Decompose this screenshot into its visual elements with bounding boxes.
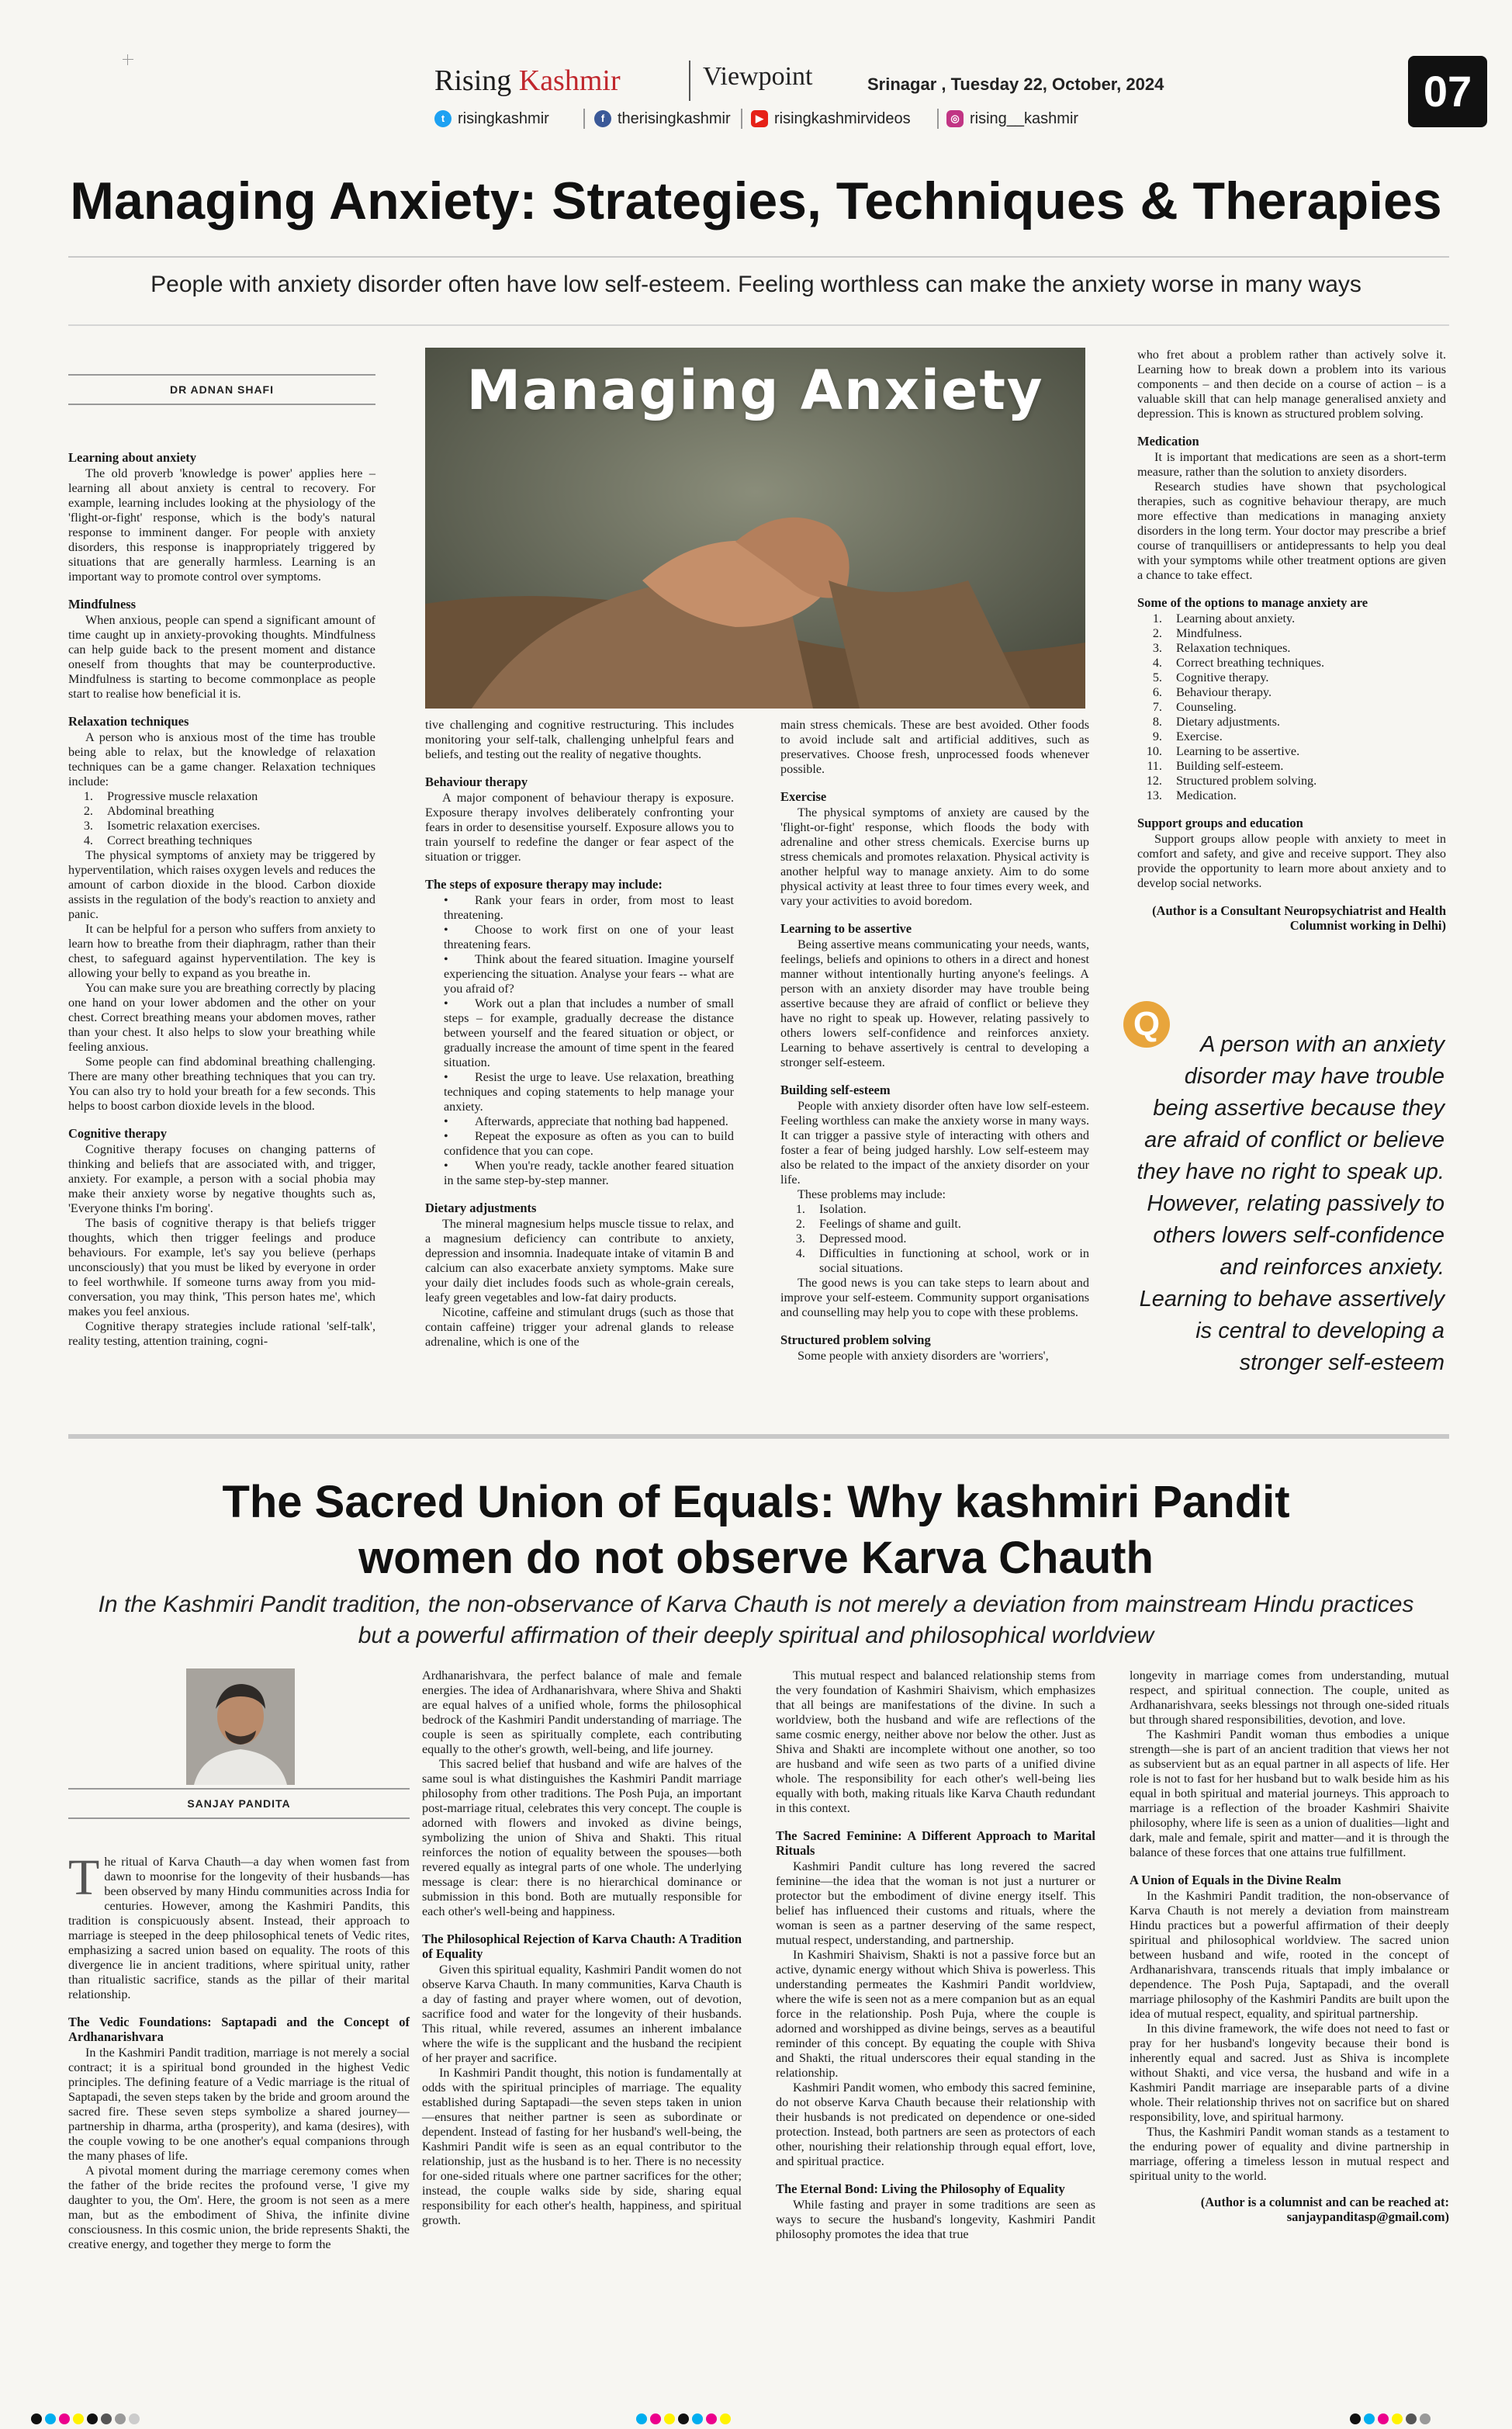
paragraph: Some people can find abdominal breathing challenging. There are many other breathing techniques that you can try. You can also try to hold your breath for a few seconds. This helps to boost carbon dioxide levels in the blood. bbox=[68, 1055, 375, 1113]
social-divider bbox=[937, 109, 939, 129]
list-item: • When you're ready, tackle another feared situation in the same step-by-step manner. bbox=[444, 1159, 734, 1188]
list-item: 3. Isometric relaxation exercises. bbox=[96, 819, 375, 833]
masthead-divider bbox=[689, 61, 690, 101]
article2-headline bbox=[0, 1474, 1512, 1586]
subhead: Medication bbox=[1137, 434, 1199, 449]
paragraph: Nicotine, caffeine and stimulant drugs (such as those that contain caffeine) trigger your adrenal glands to release adrenaline, which is one of the bbox=[425, 1305, 734, 1349]
author-note: (Author is a Consultant Neuropsychiatrist and Health Columnist working in Delhi) bbox=[1152, 903, 1446, 933]
list-item: 9. Exercise. bbox=[1165, 729, 1446, 744]
author-portrait bbox=[186, 1668, 295, 1785]
subhead: Relaxation techniques bbox=[68, 714, 189, 729]
print-registration-bar bbox=[1350, 2413, 1431, 2424]
list-item: • Resist the urge to leave. Use relaxation, breathing techniques and coping statements to help manage your anxiety. bbox=[444, 1070, 734, 1114]
social-divider bbox=[741, 109, 742, 129]
list-item: 10. Learning to be assertive. bbox=[1165, 744, 1446, 759]
headline-line-1: The Sacred Union of Equals: Why kashmiri Pandit bbox=[222, 1477, 1290, 1527]
photo-title: Managing Anxiety bbox=[466, 359, 1044, 422]
list-item: • Think about the feared situation. Imagine yourself experiencing the situation. Analyse your fears -- what are you afraid of? bbox=[444, 952, 734, 996]
subhead: Learning to be assertive bbox=[780, 921, 912, 936]
paragraph: Ardhanarishvara, the perfect balance of male and female energies. The idea of Ardhanarishvara, where Shiva and Shakti are equal halves of a unified whole, forms the philosophical bedrock of the Kashmiri Pandit understanding of marriage. The couple is seen as spiritually complete, each contributing equally to the other's growth, well-being, and life journey. bbox=[422, 1668, 742, 1756]
list-item: 3. Relaxation techniques. bbox=[1165, 641, 1446, 656]
dateline: Srinagar , Tuesday 22, October, 2024 bbox=[867, 74, 1164, 94]
print-registration-bar bbox=[636, 2413, 731, 2424]
byline-rule-bottom bbox=[68, 404, 375, 405]
brand-logo bbox=[434, 64, 621, 98]
paragraph: Cognitive therapy strategies include rational 'self-talk', reality testing, attention training, cogni- bbox=[68, 1319, 375, 1348]
list-item: 1. Isolation. bbox=[808, 1202, 1089, 1217]
paragraph: The good news is you can take steps to learn about and improve your self-esteem. Community support organisations and counselling may help you to cope with these problems. bbox=[780, 1276, 1089, 1319]
print-registration-bar bbox=[31, 2413, 140, 2424]
list-item: • Work out a plan that includes a number of small steps – for example, gradually decrease the distance between yourself and the feared situation or object, or gradually increase the amount of time spent in the feared situation. bbox=[444, 996, 734, 1070]
list-item: 6. Behaviour therapy. bbox=[1165, 685, 1446, 700]
section-title: Viewpoint bbox=[703, 62, 813, 91]
subhead: The Philosophical Rejection of Karva Chauth: A Tradition of Equality bbox=[422, 1932, 742, 1961]
article1-column-2 bbox=[425, 718, 734, 1350]
list-item: 2. Feelings of shame and guilt. bbox=[808, 1217, 1089, 1232]
author-note-line-1: (Author is a columnist and can be reached at: bbox=[1200, 2195, 1449, 2209]
byline-rule-top bbox=[68, 1788, 410, 1790]
subhead: The Sacred Feminine: A Different Approach to Marital Rituals bbox=[776, 1828, 1095, 1858]
list-item: 8. Dietary adjustments. bbox=[1165, 715, 1446, 729]
paragraph: The basis of cognitive therapy is that beliefs trigger thoughts, which then trigger feelings and produce behaviours. For example, let's say you believe (perhaps unconsciously) that you must be liked by everyone in order to feel worthwhile. If someone turns away from you mid-conversation, you may think, 'This person hates me', which makes you feel anxious. bbox=[68, 1216, 375, 1318]
author-avatar bbox=[186, 1668, 295, 1785]
subhead: Mindfulness bbox=[68, 597, 137, 612]
paragraph: Cognitive therapy focuses on changing patterns of thinking and beliefs that are associated with, and trigger, anxiety. For example, a person with a social phobia may make their anxiety worse by negative thoughts such as, 'Everyone thinks I'm boring'. bbox=[68, 1142, 375, 1215]
exposure-steps-list bbox=[425, 893, 734, 1188]
paragraph: In Kashmiri Shaivism, Shakti is not a passive force but an active, dynamic energy without which Shiva is powerless. This understanding permeates the Kashmiri Pandit worldview, where the wife is seen not as a mere companion but as an equal force in the relationship. Posh Puja, where the couple is adorned and worshipped as divine beings, serves as a beautiful reminder of this concept. By equating the couple with Shiva and Shakti, the ritual underscores their equal standing in the relationship. bbox=[776, 1948, 1095, 2080]
paragraph: While fasting and prayer in some traditions are seen as ways to secure the husband's longevity, Kashmiri Pandit philosophy promotes the idea that true bbox=[776, 2198, 1095, 2241]
list-item: 1. Progressive muscle relaxation bbox=[96, 789, 375, 804]
drop-cap: T bbox=[68, 1849, 100, 1906]
paragraph: Kashmiri Pandit culture has long revered the sacred feminine—the idea that the woman is not just a nurturer or protector but the embodiment of divine energy itself. This belief has influenced their customs and rituals, where the woman is seen as a partner deserving of the same respect, mutual respect, understanding, and partnership. bbox=[776, 1859, 1095, 1947]
subhead: Building self-esteem bbox=[780, 1083, 891, 1097]
paragraph: Kashmiri Pandit women, who embody this sacred feminine, do not observe Karva Chauth because their relationship with their husbands is not predicated on dependence or one-sided protection. Instead, both partners are seen as protectors of each other, nourishing their relationship through equal effort, love, and spiritual practice. bbox=[776, 2081, 1095, 2168]
subhead: Dietary adjustments bbox=[425, 1201, 537, 1215]
article1-headline: Managing Anxiety: Strategies, Techniques & Therapies bbox=[70, 172, 1442, 230]
paragraph: It is important that medications are seen as a short-term measure, rather than the solution to anxiety disorders. bbox=[1137, 450, 1446, 479]
paragraph: This mutual respect and balanced relationship stems from the very foundation of Kashmiri Shaivism, which emphasizes that all beings are manifestations of the divine. In such a worldview, both the husband and wife are reflections of the same cosmic energy, neither above nor below the other. Just as Shiva and Shakti are incomplete without one another, so too are husband and wife seen as two parts of a unified divine whole. The responsibility for each other's well-being lies equally with both, making rituals like Karva Chauth redundant in this context. bbox=[776, 1668, 1095, 1815]
paragraph: People with anxiety disorder often have low self-esteem. Feeling worthless can make the anxiety worse in many ways. It can trigger a passive style of interacting with others and foster a fear of being judged harshly. Low self-esteem may also be related to the impact of the anxiety disorder on your life. bbox=[780, 1099, 1089, 1187]
subhead: Behaviour therapy bbox=[425, 774, 528, 789]
paragraph: In this divine framework, the wife does not need to fast or pray for her husband's longevity because their bond is inherently equal and sacred. Just as Shiva is incomplete without Shakti, and vice versa, the husband and wife in a Kashmiri Pandit marriage are inseparable parts of a divine whole. Their relationship thrives not on sacrifice but on shared responsibility, love, and spiritual harmony. bbox=[1130, 2022, 1449, 2124]
paragraph: You can make sure you are breathing correctly by placing one hand on your lower abdomen and the other on your chest. Correct breathing means your abdomen moves, rather than your chest. It also helps to slow your breathing while feeling anxious. bbox=[68, 981, 375, 1054]
paragraph: A major component of behaviour therapy is exposure. Exposure therapy involves deliberately confronting your fears in order to desensitise yourself. Exposure allows you to train yourself to redefine the danger or fear aspect of the situation or trigger. bbox=[425, 791, 734, 864]
anxiety-options-list bbox=[1137, 612, 1446, 803]
paragraph: Being assertive means communicating your needs, wants, feelings, beliefs and opinions to others in a direct and honest manner without intentionally hurting anyone's feelings. A person with an anxiety disorder may have trouble being assertive because they are afraid of conflict or believe they have no right to speak up. However, relating passively to others lowers self-confidence and reinforces anxiety. Learning to behave assertively is central to developing a stronger self-esteem. bbox=[780, 937, 1089, 1069]
paragraph: main stress chemicals. These are best avoided. Other foods to avoid include salt and artificial additives, such as preservatives. Choose fresh, unprocessed foods whenever possible. bbox=[780, 718, 1089, 776]
paragraph: In Kashmiri Pandit thought, this notion is fundamentally at odds with the spiritual principles of marriage. The equality established during Saptapadi—the seven steps taken in union—ensures that neither partner is seen as subordinate or dependent. Instead of fasting for her husband's well-being, the Kashmiri Pandit wife is seen as an equal contributor to the relationship, just as the husband is to her. There is no necessity for one-sided rituals where one partner sacrifices for the other; instead, the couple walks side by side, sharing equal responsibility for each other's health, happiness, and spiritual growth. bbox=[422, 2066, 742, 2227]
paragraph: When anxious, people can spend a significant amount of time caught up in anxiety-provoking thoughts. Mindfulness can help guide back to the present moment and distance oneself from thoughts that may be counterproductive. Mindfulness is starting to become commonplace as people start to realise how beneficial it is. bbox=[68, 613, 375, 701]
social-divider bbox=[583, 109, 585, 129]
paragraph: Given this spiritual equality, Kashmiri Pandit women do not observe Karva Chauth. In many communities, Karva Chauth is a day of fasting and prayer where women, out of devotion, sacrifice food and water for the longevity of their husbands. This ritual, while revered, assumes an inherent imbalance where the wife is the supplicant and the husband the recipient of her prayer and sacrifice. bbox=[422, 1963, 742, 2065]
article1-column-1 bbox=[68, 450, 375, 1349]
subhead: Exercise bbox=[780, 789, 827, 804]
list-item: 3. Depressed mood. bbox=[808, 1232, 1089, 1246]
list-item: 11. Building self-esteem. bbox=[1165, 759, 1446, 774]
list-item: 4. Correct breathing techniques. bbox=[1165, 656, 1446, 670]
social-handle: risingkashmirvideos bbox=[774, 109, 911, 127]
list-item: • Repeat the exposure as often as you can to build confidence that you can cope. bbox=[444, 1129, 734, 1159]
list-item: 13. Medication. bbox=[1165, 788, 1446, 803]
article-divider bbox=[68, 1434, 1449, 1439]
list-item: 2. Mindfulness. bbox=[1165, 626, 1446, 641]
list-item: • Choose to work first on one of your least threatening fears. bbox=[444, 923, 734, 952]
article2-column-4 bbox=[1130, 1668, 1449, 2224]
self-esteem-problems-list bbox=[780, 1202, 1089, 1276]
paragraph: The mineral magnesium helps muscle tissue to relax, and a magnesium deficiency can contribute to anxiety, depression and insomnia. Inadequate intake of vitamin B and calcium can also exacerbate anxiety symptoms. Make sure your daily diet includes foods such as whole-grain cereals, leafy green vegetables and low-fat dairy products. bbox=[425, 1217, 734, 1305]
article1-photo bbox=[425, 348, 1085, 709]
twitter-icon: t bbox=[434, 110, 452, 127]
paragraph: Some people with anxiety disorders are 'worriers', bbox=[798, 1349, 1049, 1363]
paragraph: Support groups allow people with anxiety to meet in comfort and safety, and give and receive support. They also provide the opportunity to learn more about anxiety and to develop social networks. bbox=[1137, 832, 1446, 890]
article1-deck: People with anxiety disorder often have low self-esteem. Feeling worthless can make the anxiety worse in many ways bbox=[151, 272, 1361, 297]
paragraph: tive challenging and cognitive restructuring. This includes monitoring your self-talk, challenging unhelpful fears and beliefs, and testing out the reality of negative thoughts. bbox=[425, 718, 734, 761]
author-note bbox=[1130, 2195, 1449, 2224]
facebook-icon: f bbox=[594, 110, 611, 127]
subhead: The steps of exposure therapy may include: bbox=[425, 877, 663, 892]
paragraph: Research studies have shown that psychological therapies, such as cognitive behaviour therapy, are much more effective than medications in managing anxiety disorders in the long term. Your doctor may prescribe a brief course of tranquillisers or antidepressants to help you deal with your symptoms while other treatment options are given a chance to take effect. bbox=[1137, 480, 1446, 582]
subhead: A Union of Equals in the Divine Realm bbox=[1130, 1873, 1341, 1887]
list-item: 1. Learning about anxiety. bbox=[1165, 612, 1446, 626]
author-email: sanjaypanditasp@gmail.com) bbox=[1286, 2209, 1449, 2224]
paragraph: The old proverb 'knowledge is power' applies here – learning all about anxiety is central to recovery. For example, learning includes looking at the physiology of the 'flight-or-fight' response, which is the body's natural response to imminent danger. For people with anxiety disorders, this response is inappropriately triggered by situations that are generally harmless. Learning is an important way to promote control over symptoms. bbox=[68, 466, 375, 584]
paragraph: A pivotal moment during the marriage ceremony comes when the father of the bride recites the profound verse, 'I give my daughter to you, the Om'. Here, the groom is not seen as a mere man, but as the embodiment of Shiva, the infinite divine consciousness. In this cosmic union, the bride represents Shakti, the creative energy, and together they merge to form the bbox=[68, 2164, 410, 2251]
paragraph: Thus, the Kashmiri Pandit woman stands as a testament to the enduring power of equality and divine partnership in marriage, offering a timeless lesson in mutual respect and spiritual unity to the world. bbox=[1130, 2125, 1449, 2183]
article1-byline: DR ADNAN SHAFI bbox=[169, 383, 275, 396]
subhead: The Eternal Bond: Living the Philosophy of Equality bbox=[776, 2181, 1065, 2196]
list-item: • Afterwards, appreciate that nothing bad happened. bbox=[444, 1114, 734, 1129]
subhead: Some of the options to manage anxiety are bbox=[1137, 595, 1368, 610]
article2-column-3 bbox=[776, 1668, 1095, 2242]
subhead: Support groups and education bbox=[1137, 816, 1303, 830]
list-item: • Rank your fears in order, from most to least threatening. bbox=[444, 893, 734, 923]
deck-rule bbox=[68, 324, 1449, 326]
byline-rule-bottom bbox=[68, 1817, 410, 1819]
article2-column-1 bbox=[68, 1849, 410, 2252]
relaxation-list bbox=[68, 789, 375, 848]
paragraph: The physical symptoms of anxiety are caused by the 'flight-or-fight' response, which floods the body with adrenaline and other stress chemicals. Exercise burns up stress chemicals and promotes relaxation. Physical activity is another helpful way to manage anxiety. Aim to do some physical activity at least three to four times every week, and vary your activities to avoid boredom. bbox=[780, 806, 1089, 908]
instagram-icon: ◎ bbox=[946, 110, 964, 127]
list-item: 4. Difficulties in functioning at school, work or in social situations. bbox=[808, 1246, 1089, 1276]
paragraph: These problems may include: bbox=[798, 1187, 946, 1201]
list-item: 12. Structured problem solving. bbox=[1165, 774, 1446, 788]
social-instagram[interactable] bbox=[946, 109, 1078, 129]
paragraph: he ritual of Karva Chauth—a day when women fast from dawn to moonrise for the longevity of their husbands—has been observed by many Hindu communities across India for centuries. However, among the Kashmiri Pandits, this tradition is conspicuously absent. Instead, their approach to marriage is steeped in the deep philosophical tenets of Vedic rites, emphasizing a sacred union based on equality. The roots of this divergence lie in ancient traditions, where spiritual unity, rather than ritualistic sacrifice, stands as the pillar of their marital relationship. bbox=[68, 1855, 410, 2001]
paragraph: This sacred belief that husband and wife are halves of the same soul is what distinguishes the Kashmiri Pandit marriage philosophy from other traditions. The Posh Puja, an important post-marriage ritual, celebrates this very concept. The couple is adorned with flowers and invoked as divine beings, symbolizing the union of Shiva and Shakti. This ritual reinforces the notion of equality between the spouses—both revered equally as integral parts of one whole. The underlying message is clear: there is no hierarchical dominance or submission in this bond. Both are mutually responsible for each other's well-being and happiness. bbox=[422, 1757, 742, 1918]
quote-icon: Q bbox=[1123, 1001, 1170, 1048]
brand-name-part2: Kashmir bbox=[518, 64, 621, 97]
social-handle: therisingkashmir bbox=[618, 109, 731, 127]
paragraph: It can be helpful for a person who suffers from anxiety to learn how to breathe from their diaphragm, rather than their chest, to safeguard against hyperventilation. The key is allowing your belly to expand as you breathe in. bbox=[68, 922, 375, 980]
paragraph: In the Kashmiri Pandit tradition, the non-observance of Karva Chauth is not merely a deviation from mainstream Hindu practices but a powerful affirmation of their deeply spiritual and philosophical worldview. The sacred union between husband and wife, rooted in the concept of Ardhanarishvara, transcends rituals that imply imbalance or dependence. The Posh Puja, Saptapadi, and the overall marriage philosophy of the Kashmiri Pandits are built upon the idea of mutual respect, equality, and spiritual partnership. bbox=[1130, 1889, 1449, 2021]
list-item: 5. Cognitive therapy. bbox=[1165, 670, 1446, 685]
paragraph: The physical symptoms of anxiety may be triggered by hyperventilation, which raises oxygen levels and reduces the amount of carbon dioxide in the blood. Carbon dioxide assists in the regulation of the body's reaction to anxiety and panic. bbox=[68, 848, 375, 921]
paragraph: The Kashmiri Pandit woman thus embodies a unique strength—she is part of an ancient tradition that views her not as subservient but as an equal partner in all aspects of life. Her role is not to fast for her husband but to walk beside him as his equal in both spiritual and material journeys. This approach to marriage is a reflection of the broader Kashmiri Shaivite philosophy, where life is seen as a union of dualities—light and dark, male and female, spirit and matter—and it is through the balance of these forces that one attains true fulfillment. bbox=[1130, 1727, 1449, 1859]
brand-name-part1: Rising bbox=[434, 64, 519, 97]
paragraph: In the Kashmiri Pandit tradition, marriage is not merely a social contract; it is a spiritual bond grounded in the highest Vedic principles. The defining feature of a Vedic marriage is the ritual of Saptapadi, the seven steps taken by the bride and groom around the sacred fire. These seven steps symbolize a shared journey—partnership in dharma, artha (prosperity), and kama (desires), with the couple vowing to be one another's equal companions through the many phases of life. bbox=[68, 2046, 410, 2163]
subhead: Structured problem solving bbox=[780, 1332, 931, 1347]
youtube-icon: ▶ bbox=[751, 110, 768, 127]
list-item: 4. Correct breathing techniques bbox=[96, 833, 375, 848]
social-facebook[interactable] bbox=[594, 109, 731, 129]
article1-column-4 bbox=[1137, 348, 1446, 933]
article2-byline: SANJAY PANDITA bbox=[187, 1797, 291, 1810]
byline-rule-top bbox=[68, 374, 375, 376]
article1-column-3 bbox=[780, 718, 1089, 1363]
social-handle: rising__kashmir bbox=[970, 109, 1079, 127]
headline-line-2: women do not observe Karva Chauth bbox=[358, 1533, 1154, 1583]
subhead: Cognitive therapy bbox=[68, 1126, 167, 1141]
page-number: 07 bbox=[1408, 56, 1487, 127]
social-handle: risingkashmir bbox=[458, 109, 549, 127]
social-twitter[interactable] bbox=[434, 109, 549, 129]
list-item: 2. Abdominal breathing bbox=[96, 804, 375, 819]
list-item: 7. Counseling. bbox=[1165, 700, 1446, 715]
crop-mark bbox=[123, 54, 133, 65]
paragraph: longevity in marriage comes from understanding, mutual respect, and spiritual connection. The couple, united as Ardhanarishvara, seeks blessings not through one-sided rituals but through shared responsibilities, devotion, and love. bbox=[1130, 1668, 1449, 1727]
social-youtube[interactable] bbox=[751, 109, 911, 129]
paragraph: who fret about a problem rather than actively solve it. Learning how to break down a problem into its various components – and then decide on a course of action – is a valuable skill that can help manage generalised anxiety and depression. This is known as structured problem solving. bbox=[1137, 348, 1446, 421]
headline-rule bbox=[68, 256, 1449, 258]
article2-deck: In the Kashmiri Pandit tradition, the non-observance of Karva Chauth is not merely a deviation from mainstream Hindu practices but a powerful affirmation of their deeply spiritual and philosophical worldview bbox=[98, 1592, 1414, 1648]
subhead: Learning about anxiety bbox=[68, 450, 197, 465]
paragraph: A person who is anxious most of the time has trouble being able to relax, but the knowledge of relaxation techniques can be a game changer. Relaxation techniques include: bbox=[68, 730, 375, 788]
pull-quote: A person with an anxiety disorder may have trouble being assertive because they are afraid of conflict or believe they have no right to speak up. However, relating passively to others lowers self-confidence and reinforces anxiety. Learning to behave assertively is central to developing a stronger self-esteem bbox=[1137, 1032, 1445, 1375]
article2-column-2 bbox=[422, 1668, 742, 2228]
subhead: The Vedic Foundations: Saptapadi and the Concept of Ardhanarishvara bbox=[68, 2015, 410, 2044]
